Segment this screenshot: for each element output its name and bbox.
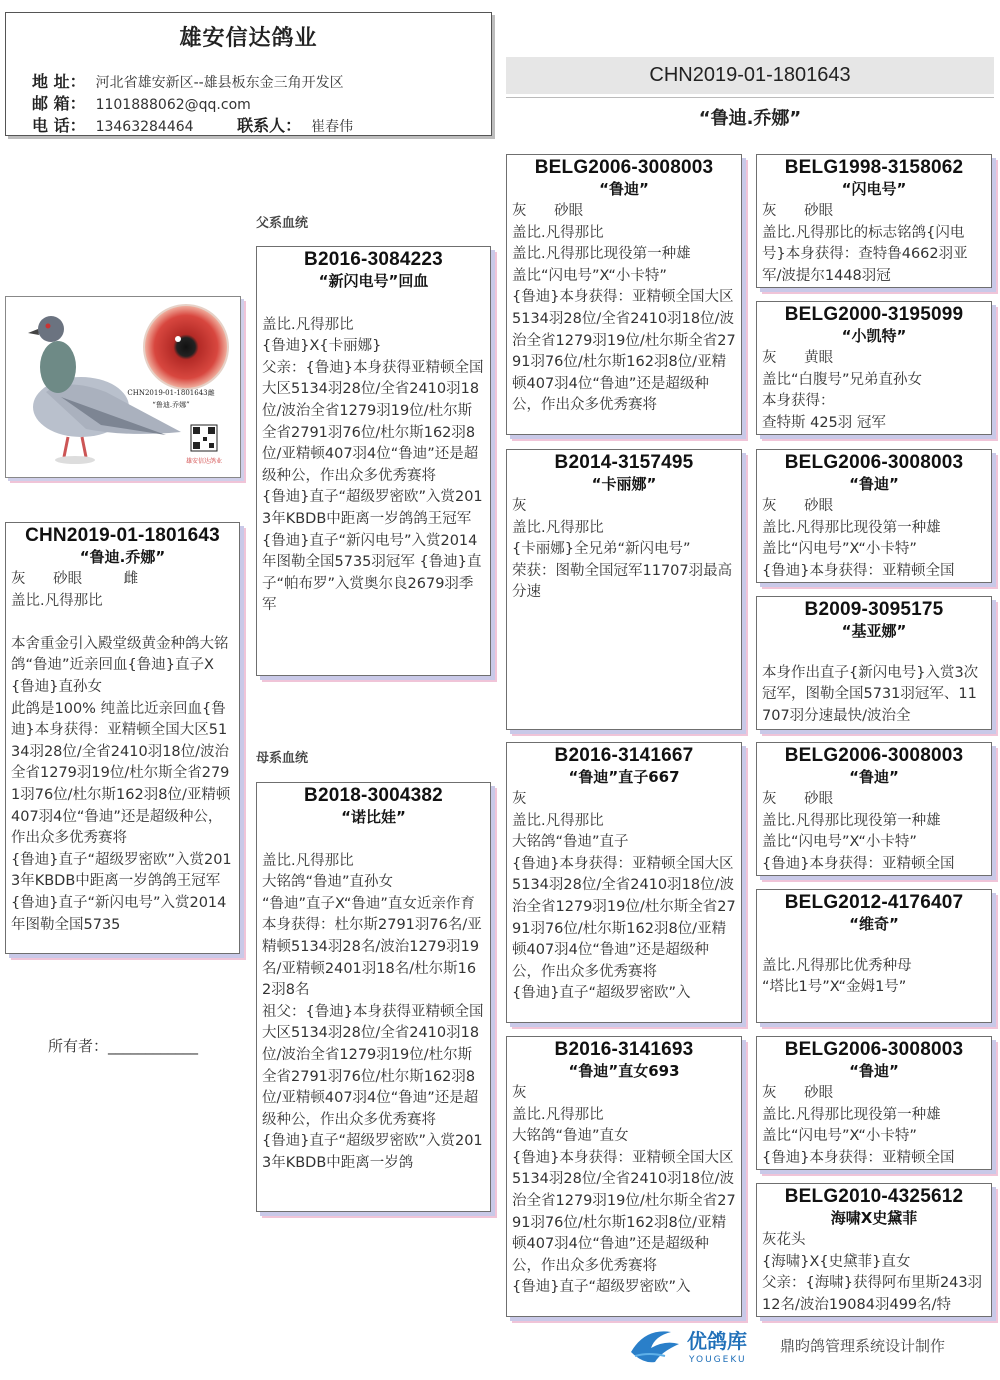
dam-name: “诺比娃” xyxy=(341,808,406,826)
ggp-3-color: 灰 砂眼 xyxy=(762,498,834,514)
sire-sire-notes: 盖比.凡得那比 盖比.凡得那比现役第一种雄 盖比“闪电号”X“小卡特” {鲁迪}本身获得：亚精顿全国大区5134羽28位/全省2410羽18位/波治全省1279羽19位/杜尔斯全省2791羽76位/杜尔斯162羽8位/亚精顿407羽4位“鲁迪”还是超级种公，作出众多优秀赛将 xyxy=(512,224,736,414)
phone-value: 13463284464 xyxy=(95,119,194,135)
sire-name: “新闪电号”回血 xyxy=(318,272,429,290)
subject-name: “鲁迪.乔娜” xyxy=(79,548,166,566)
ggp-2-name: “小凯特” xyxy=(841,327,907,345)
ggp-7-color: 灰 砂眼 xyxy=(762,1085,834,1101)
ggp-2-card xyxy=(756,301,992,435)
ggp-8-notes: {海啸}X{史黛菲}直女 父亲：{海啸}获得阿布里斯243羽12名/波治19084羽499名/特 xyxy=(762,1253,983,1313)
ggp-1-name: “闪电号” xyxy=(841,180,907,198)
ggp-8-card xyxy=(756,1183,992,1317)
banner-divider xyxy=(506,97,994,98)
email-value: 1101888062@qq.com xyxy=(95,97,251,113)
ggp-1-color: 灰 砂眼 xyxy=(762,203,834,219)
ggp-4-name: “基亚娜” xyxy=(841,622,907,640)
phone-line xyxy=(32,113,353,136)
sire-dam-card xyxy=(506,449,742,730)
ggp-2-notes: 盖比“白腹号”兄弟直孙女 本身获得： 查特斯 425羽 冠军 xyxy=(762,371,923,431)
ggp-7-card xyxy=(756,1036,992,1170)
ggp-6-name: “维奇” xyxy=(849,915,899,933)
photo-qr-caption: 雄安信达鸽业 xyxy=(185,458,223,465)
sire-sire-name: “鲁迪” xyxy=(599,180,649,198)
owner-line: 所有者：____________ xyxy=(48,1037,199,1055)
ggp-6-ring: BELG2012-4176407 xyxy=(784,892,964,913)
dam-card xyxy=(256,782,491,1212)
subject-card xyxy=(5,522,240,954)
ggp-4-card xyxy=(756,596,992,730)
ggp-5-card xyxy=(756,742,992,876)
sire-notes: 盖比.凡得那比 {鲁迪}X{卡丽娜} 父亲：{鲁迪}本身获得亚精顿全国大区5134羽28位/全省2410羽18位/波治全省1279羽19位/杜尔斯全省2791羽76位/杜尔斯162羽8位/亚精顿407羽4位“鲁迪”还是超级种公，作出众多优秀赛将 {鲁迪}直子“超级罗密欧”入赏2013年KBDB中距离一岁鸽鸽王冠军 {鲁迪}直子“新闪电号”入赏2014年图勒全国5735羽冠军 {鲁迪}直子“帕布罗”入赏奥尔良2679羽季军 xyxy=(262,316,484,614)
ggp-7-name: “鲁迪” xyxy=(849,1062,899,1080)
ggp-7-ring: BELG2006-3008003 xyxy=(784,1039,964,1060)
dam-sire-color: 灰 xyxy=(512,791,527,807)
photo-caption-ring: CHN2019-01-1801643雌 xyxy=(127,389,215,397)
sire-sire-color: 灰 砂眼 xyxy=(512,203,584,219)
sire-dam-name: “卡丽娜” xyxy=(591,475,657,493)
ggp-4-notes: 本身作出直子{新闪电号}入赏3次冠军，图勒全国5731羽冠军、11707羽分速最快/波治全 xyxy=(762,664,979,724)
dam-line-label: 母系血统 xyxy=(256,751,309,766)
address-line xyxy=(32,69,344,92)
phone-label: 电 话： xyxy=(32,116,86,135)
ggp-7-notes: 盖比.凡得那比现役第一种雄 盖比“闪电号”X“小卡特” {鲁迪}本身获得：亚精顿全国 xyxy=(762,1106,955,1166)
dam-dam-card xyxy=(506,1036,742,1317)
ggp-1-card xyxy=(756,154,992,288)
subject-color: 灰 砂眼 雌 xyxy=(11,571,139,587)
ggp-5-notes: 盖比.凡得那比现役第一种雄 盖比“闪电号”X“小卡特” {鲁迪}本身获得：亚精顿全国 xyxy=(762,812,955,872)
sire-ring: B2016-3084223 xyxy=(304,249,443,270)
ggp-6-notes: 盖比.凡得那比优秀种母 “塔比1号”X“金姆1号” xyxy=(762,957,912,996)
brand-name-en: YOUGEKU xyxy=(689,1355,747,1365)
ggp-5-color: 灰 砂眼 xyxy=(762,791,834,807)
pigeon-illustration xyxy=(6,297,240,477)
address-label: 地 址： xyxy=(32,72,86,91)
ggp-5-name: “鲁迪” xyxy=(849,768,899,786)
dam-dam-name: “鲁迪”直女693 xyxy=(568,1062,680,1080)
dam-notes: 盖比.凡得那比 大铭鸽“鲁迪”直孙女 “鲁迪”直子X“鲁迪”直女近亲作育 本身获得：杜尔斯2791羽76名/亚精顿5134羽28名/波治1279羽19名/亚精顿2401羽18名/杜尔斯162羽8名 祖父：{鲁迪}本身获得亚精顿全国大区5134羽28位/全省2410羽18位/波治全省1279羽19位/杜尔斯全省2791羽76位/杜尔斯162羽8位/亚精顿407羽4位“鲁迪”还是超级种公，作出众多优秀赛将 {鲁迪}直子“超级罗密欧”入赏2013年KBDB中距离一岁鸽 xyxy=(262,852,484,1171)
email-label: 邮 箱： xyxy=(32,94,86,113)
ggp-8-ring: BELG2010-4325612 xyxy=(784,1186,964,1207)
dam-dam-ring: B2016-3141693 xyxy=(554,1039,694,1060)
loft-title: 雄安信达鸽业 xyxy=(179,26,318,51)
dam-sire-name: “鲁迪”直子667 xyxy=(568,768,680,786)
dam-dam-notes: 盖比.凡得那比 大铭鸽“鲁迪”直女 {鲁迪}本身获得：亚精顿全国大区5134羽28位/全省2410羽18位/波治全省1279羽19位/杜尔斯全省2791羽76位/杜尔斯162羽8位/亚精顿407羽4位“鲁迪”还是超级种公，作出众多优秀赛将 {鲁迪}直子“超级罗密欧”入 xyxy=(512,1106,736,1296)
subject-name-heading: “鲁迪.乔娜” xyxy=(698,108,802,129)
ggp-3-notes: 盖比.凡得那比现役第一种雄 盖比“闪电号”X“小卡特” {鲁迪}本身获得：亚精顿全国 xyxy=(762,519,955,579)
email-line xyxy=(32,91,251,114)
ggp-8-name: 海啸X史黛菲 xyxy=(830,1209,918,1227)
subject-ring: CHN2019-01-1801643 xyxy=(25,525,220,546)
dam-ring: B2018-3004382 xyxy=(304,785,443,806)
credit-text: 鼎昀鸽管理系统设计制作 xyxy=(780,1337,946,1355)
ggp-3-name: “鲁迪” xyxy=(849,475,899,493)
dam-sire-notes: 盖比.凡得那比 大铭鸽“鲁迪”直子 {鲁迪}本身获得：亚精顿全国大区5134羽28位/全省2410羽18位/波治全省1279羽19位/杜尔斯全省2791羽76位/杜尔斯162羽8位/亚精顿407羽4位“鲁迪”还是超级种公，作出众多优秀赛将 {鲁迪}直子“超级罗密欧”入 xyxy=(512,812,736,1002)
sire-sire-ring: BELG2006-3008003 xyxy=(534,157,714,178)
brand-name: 优鸽库 xyxy=(687,1329,747,1353)
sire-card xyxy=(256,246,491,676)
sire-dam-ring: B2014-3157495 xyxy=(554,452,694,473)
ggp-2-ring: BELG2000-3195099 xyxy=(784,304,964,325)
ggp-1-notes: 盖比.凡得那比的标志铭鸽{闪电号}本身获得：查特鲁4662羽亚军/波提尔1448羽冠 xyxy=(762,224,968,284)
photo-caption-name: “鲁迪.乔娜” xyxy=(152,401,190,409)
ggp-8-color: 灰花头 xyxy=(762,1232,806,1248)
loft-info-box xyxy=(5,12,492,136)
ggp-2-color: 灰 黄眼 xyxy=(762,350,834,366)
address-value: 河北省雄安新区--雄县板东金三角开发区 xyxy=(95,75,344,91)
ggp-3-ring: BELG2006-3008003 xyxy=(784,452,964,473)
dam-dam-color: 灰 xyxy=(512,1085,527,1101)
subject-notes: 盖比.凡得那比 本舍重金引入殿堂级黄金种鸽大铭鸽“鲁迪”近亲回血{鲁迪}直子X{鲁迪}直孙女 此鸽是100% 纯盖比近亲回血{鲁迪}本身获得：亚精顿全国大区5134羽28位/全省2410羽18位/波治全省1279羽19位/杜尔斯全省2791羽76位/杜尔斯162羽8位/亚精顿407羽4位“鲁迪”还是超级种公，作出众多优秀赛将 {鲁迪}直子“超级罗密欧”入赏2013年KBDB中距离一岁鸽鸽王冠军 {鲁迪}直子“新闪电号”入赏2014年图勒全国5735 xyxy=(11,592,232,933)
dam-sire-ring: B2016-3141667 xyxy=(554,745,694,766)
subject-ring-banner: CHN2019-01-1801643 xyxy=(506,57,994,94)
ggp-3-card xyxy=(756,449,992,583)
brand-logo xyxy=(625,1322,765,1368)
dam-sire-card xyxy=(506,742,742,1023)
pigeon-photo xyxy=(5,296,241,478)
contact-label: 联系人： xyxy=(237,116,302,135)
sire-line-label: 父系血统 xyxy=(256,216,309,231)
pigeon-logo-icon xyxy=(625,1322,765,1368)
sire-dam-color: 灰 xyxy=(512,498,527,514)
ggp-6-card xyxy=(756,889,992,1023)
sire-sire-card xyxy=(506,154,742,435)
contact-value: 崔春伟 xyxy=(311,119,354,135)
sire-dam-notes: 盖比.凡得那比 {卡丽娜}全兄弟“新闪电号” 荣获：图勒全国冠军11707羽最高分速 xyxy=(512,519,733,601)
ggp-5-ring: BELG2006-3008003 xyxy=(784,745,964,766)
ggp-4-ring: B2009-3095175 xyxy=(804,599,944,620)
ggp-1-ring: BELG1998-3158062 xyxy=(784,157,964,178)
